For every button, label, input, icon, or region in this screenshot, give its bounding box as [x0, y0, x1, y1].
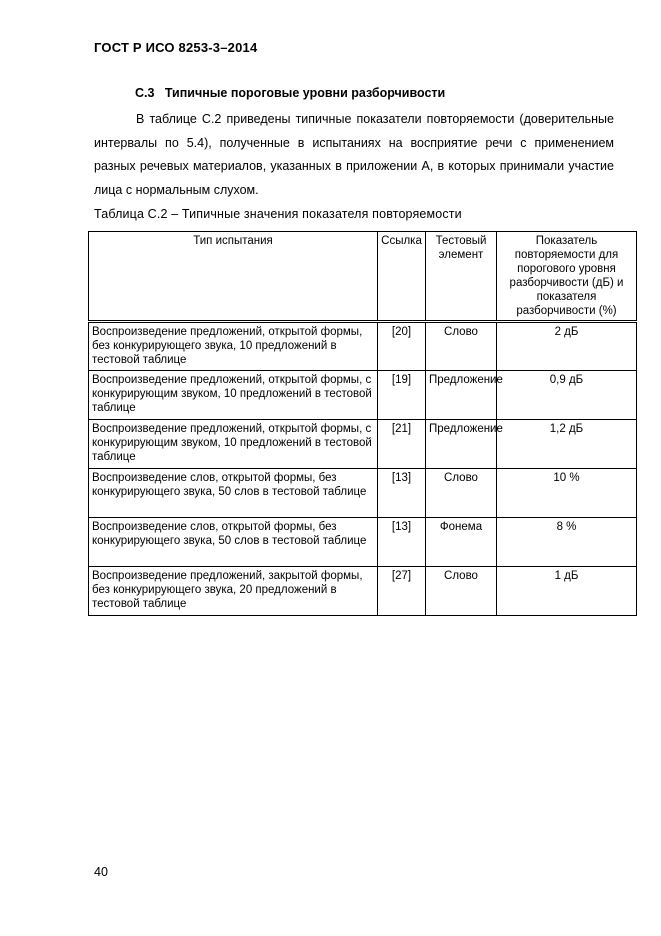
- cell-repeatability-value: 1,2 дБ: [497, 420, 637, 469]
- cell-repeatability-value: 1 дБ: [497, 567, 637, 616]
- page-number: 40: [94, 865, 108, 879]
- cell-reference: [13]: [378, 469, 426, 518]
- cell-test-type: Воспроизведение предложений, открытой формы, без конкурирующего звука, 10 предложений в тестовой таблице: [89, 322, 378, 371]
- body-paragraph: [94, 108, 614, 202]
- table-row: [89, 420, 637, 469]
- cell-reference: [21]: [378, 420, 426, 469]
- cell-test-type: Воспроизведение слов, открытой формы, без конкурирующего звука, 50 слов в тестовой таблице: [89, 469, 378, 518]
- section-title-text: Типичные пороговые уровни разборчивости: [164, 86, 446, 100]
- cell-reference: [13]: [378, 518, 426, 567]
- table-row: [89, 567, 637, 616]
- cell-test-element: Предложение: [426, 420, 497, 469]
- cell-reference: [20]: [378, 322, 426, 371]
- header-test-type: Тип испытания: [89, 232, 378, 322]
- cell-test-element: Фонема: [426, 518, 497, 567]
- cell-test-element: Слово: [426, 469, 497, 518]
- cell-repeatability-value: 10 %: [497, 469, 637, 518]
- table-row: [89, 469, 637, 518]
- cell-test-type: Воспроизведение предложений, открытой формы, с конкурирующим звуком, 10 предложений в тестовой таблице: [89, 420, 378, 469]
- cell-test-type: Воспроизведение предложений, открытой формы, с конкурирующим звуком, 10 предложений в тестовой таблице: [89, 371, 378, 420]
- cell-test-element: Слово: [426, 567, 497, 616]
- cell-test-element: Слово: [426, 322, 497, 371]
- cell-reference: [27]: [378, 567, 426, 616]
- header-repeatability-value: Показатель повторяемости для порогового уровня разборчивости (дБ) и показателя разборчивости (%): [497, 232, 637, 322]
- table-row: [89, 371, 637, 420]
- cell-reference: [19]: [378, 371, 426, 420]
- document-header: ГОСТ Р ИСО 8253-3–2014: [94, 40, 258, 55]
- section-number: С.3: [135, 86, 155, 100]
- table-row: [89, 322, 637, 371]
- repeatability-table: [88, 231, 637, 616]
- cell-test-element: Предложение: [426, 371, 497, 420]
- section-heading: [135, 86, 445, 100]
- body-paragraph-text: В таблице С.2 приведены типичные показатели повторяемости (доверительные интервалы по 5.4), полученные в испытаниях на восприятие речи с применением разных речевых материалов, указанных в приложении А, в которых принимали участие лица с нормальным слухом.: [94, 112, 614, 197]
- cell-test-type: Воспроизведение предложений, закрытой формы, без конкурирующего звука, 20 предложений в тестовой таблице: [89, 567, 378, 616]
- cell-test-type: Воспроизведение слов, открытой формы, без конкурирующего звука, 50 слов в тестовой таблице: [89, 518, 378, 567]
- cell-repeatability-value: 0,9 дБ: [497, 371, 637, 420]
- header-reference: Ссылка: [378, 232, 426, 322]
- header-test-element: Тестовый элемент: [426, 232, 497, 322]
- table-caption: Таблица С.2 – Типичные значения показателя повторяемости: [94, 207, 462, 221]
- table-header-row: [89, 232, 637, 322]
- cell-repeatability-value: 2 дБ: [497, 322, 637, 371]
- cell-repeatability-value: 8 %: [497, 518, 637, 567]
- table-row: [89, 518, 637, 567]
